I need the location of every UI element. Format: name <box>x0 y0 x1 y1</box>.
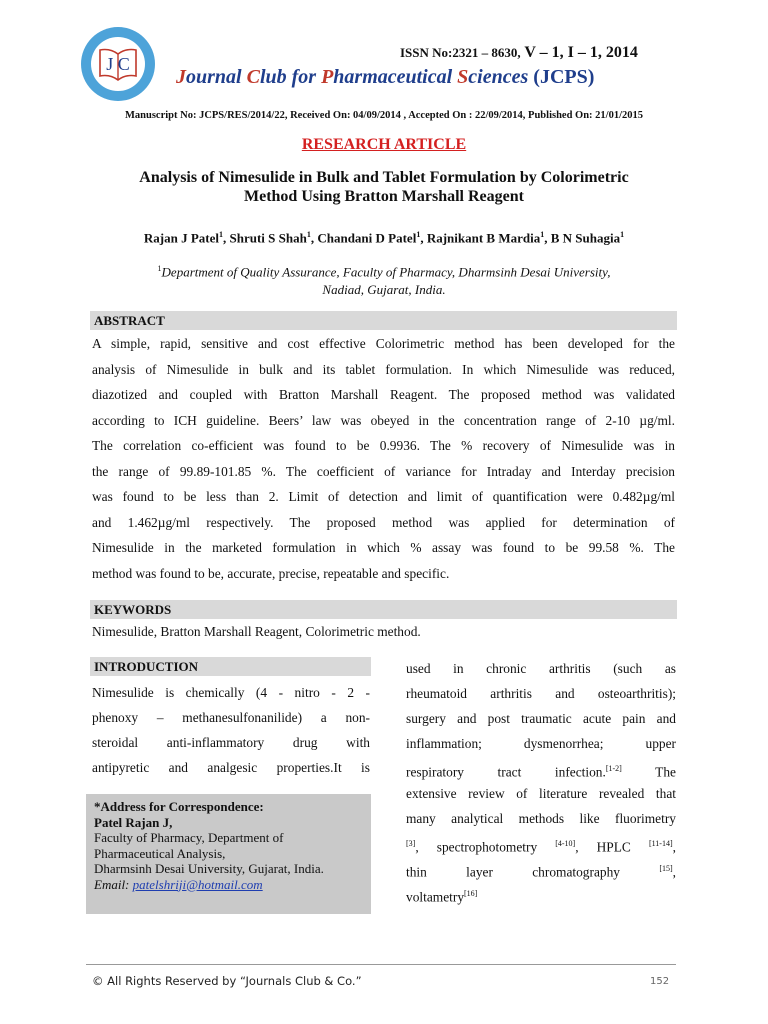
intro-line: steroidal anti-inflammatory drug with <box>92 735 370 750</box>
volume-issue: V – 1, I – 1, 2014 <box>520 44 638 61</box>
affiliation-mark: 1 <box>157 264 162 273</box>
footer-divider <box>86 964 676 965</box>
journal-title-part: J <box>176 66 186 88</box>
author-affil-mark: 1 <box>540 230 545 239</box>
page-number: 152 <box>650 976 670 987</box>
manuscript-info: Manuscript No: JCPS/RES/2014/22, Received On: 04/09/2014 , Accepted On : 22/09/2014, Published On: 21/01/2015 <box>124 110 643 121</box>
email-label: Email: <box>94 876 133 892</box>
journal-title <box>176 66 594 89</box>
intro-line: rheumatoid arthritis and osteoarthritis); <box>406 686 676 701</box>
journal-title-part: harmaceutical <box>333 66 458 88</box>
author-name: Shruti S Shah <box>229 230 307 246</box>
intro-line: Nimesulide is chemically (4 - nitro - 2 - <box>92 685 370 700</box>
citation: [11-14] <box>648 839 673 848</box>
intro-line: many analytical methods like fluorimetry <box>406 811 676 826</box>
article-type <box>0 136 768 154</box>
journal-title-part: ciences <box>468 66 534 88</box>
article-title-line: Analysis of Nimesulide in Bulk and Tablet Formulation by Colorimetric <box>139 169 629 186</box>
abstract-line: Nimesulide in the marketed formulation in which % assay was found to be 99.58 %. The <box>92 540 675 555</box>
author-affil-mark: 1 <box>306 230 311 239</box>
issn-line <box>400 44 638 62</box>
email-link[interactable]: patelshriji@hotmail.com <box>132 876 263 892</box>
keywords-heading: KEYWORDS <box>90 600 677 619</box>
correspondence-line: Pharmaceutical Analysis, <box>94 845 226 861</box>
abstract-line: diazotized and coupled with Bratton Marshall Reagent. The proposed method was validated <box>92 387 675 402</box>
journal-title-part: lub for <box>259 66 322 88</box>
citation: [16] <box>464 889 478 898</box>
intro-text: respiratory tract infection. <box>406 764 606 780</box>
journal-title-part: S <box>457 66 469 88</box>
abstract-body <box>92 331 675 586</box>
article-type-label: RESEARCH ARTICLE <box>301 136 467 153</box>
intro-line <box>406 831 676 856</box>
affiliation-line: Department of Quality Assurance, Faculty of Pharmacy, Dharmsinh Desai University, <box>161 264 611 280</box>
abstract-line: was found to be less than 2. Limit of detection and limit of quantification were 0.482µg/ml <box>92 489 675 504</box>
logo-text: J C <box>106 54 130 74</box>
intro-line: extensive review of literature revealed that <box>406 786 676 801</box>
article-title <box>92 168 676 206</box>
affiliation <box>92 260 676 299</box>
journal-logo <box>78 24 158 104</box>
intro-line: antipyretic and analgesic properties.It is <box>92 760 370 775</box>
introduction-right-column <box>406 656 676 906</box>
intro-line <box>406 756 676 781</box>
journal-title-part: C <box>246 66 260 88</box>
intro-text: voltametry <box>406 889 465 905</box>
author-affil-mark: 1 <box>219 230 224 239</box>
author-affil-mark: 1 <box>620 230 625 239</box>
intro-line: phenoxy – methanesulfonanilide) a non- <box>92 710 370 725</box>
correspondence-line: Faculty of Pharmacy, Department of <box>94 830 284 845</box>
author-name: Rajnikant B Mardia <box>426 230 541 246</box>
abstract-line: The correlation co-efficient was found to be 0.9936. The % recovery of Nimesulide was in <box>92 438 675 453</box>
correspondence-line: Dharmsinh Desai University, Gujarat, India. <box>94 861 324 876</box>
citation: [1-2] <box>605 764 622 773</box>
author-name: Chandani D Patel <box>317 230 417 246</box>
issn-label: ISSN No:2321 – 8630, <box>400 45 521 60</box>
author-affil-mark: 1 <box>416 230 421 239</box>
footer-copyright: © All Rights Reserved by “Journals Club & Co.” <box>92 974 362 988</box>
citation: [3] <box>406 839 416 848</box>
intro-line: used in chronic arthritis (such as <box>406 661 676 676</box>
abstract-line: A simple, rapid, sensitive and cost effective Colorimetric method has been developed for the <box>92 336 675 351</box>
intro-line <box>406 856 676 881</box>
affiliation-line: Nadiad, Gujarat, India. <box>322 282 446 298</box>
correspondence-heading: *Address for Correspondence: <box>94 799 264 814</box>
abstract-heading: ABSTRACT <box>90 311 677 330</box>
correspondence-box <box>86 794 371 914</box>
journal-title-part: ournal <box>186 66 247 88</box>
abstract-line: and 1.462µg/ml respectively. The proposed method was applied for determination of <box>92 514 675 530</box>
intro-text: , <box>672 839 676 855</box>
introduction-left-column <box>92 680 370 780</box>
correspondence-name: Patel Rajan J, <box>94 814 173 830</box>
abstract-line: the range of 99.89-101.85 %. The coefficient of variance for Intraday and Interday precision <box>92 463 675 479</box>
citation: [4-10] <box>555 839 576 848</box>
intro-text: , <box>672 864 676 880</box>
citation: [15] <box>659 864 673 873</box>
intro-line: inflammation; dysmenorrhea; upper <box>406 736 676 751</box>
intro-text: , spectrophotometry <box>415 839 556 855</box>
keywords-text: Nimesulide, Bratton Marshall Reagent, Colorimetric method. <box>92 624 421 639</box>
intro-text: thin layer chromatography <box>406 864 660 880</box>
intro-line <box>406 881 676 906</box>
journal-title-part: P <box>321 66 334 88</box>
author-name: B N Suhagia <box>550 230 621 246</box>
correspondence-email-row <box>94 877 363 893</box>
author-list: Rajan J Patel$^1$, Shruti S Shah$^1$, Chandani D Patel$^1$, Rajnikant B Mardia$^1$, B N Suhagia$^1$ <box>143 230 625 246</box>
introduction-heading: INTRODUCTION <box>90 657 371 676</box>
intro-line: surgery and post traumatic acute pain and <box>406 711 676 726</box>
article-title-line: Method Using Bratton Marshall Reagent <box>244 188 524 205</box>
author-name: Rajan J Patel <box>143 230 220 246</box>
journal-abbreviation: (JCPS) <box>533 66 595 88</box>
abstract-line: analysis of Nimesulide in bulk and its tablet formulation. In which Nimesulide was reduced, <box>92 361 675 377</box>
intro-text: The <box>621 764 676 780</box>
abstract-line: according to ICH guideline. Beers’ law was obeyed in the concentration range of 2-10 µg/ml. <box>92 412 675 428</box>
intro-text: , HPLC <box>575 839 649 855</box>
abstract-line: method was found to be, accurate, precise, repeatable and specific. <box>92 565 450 581</box>
